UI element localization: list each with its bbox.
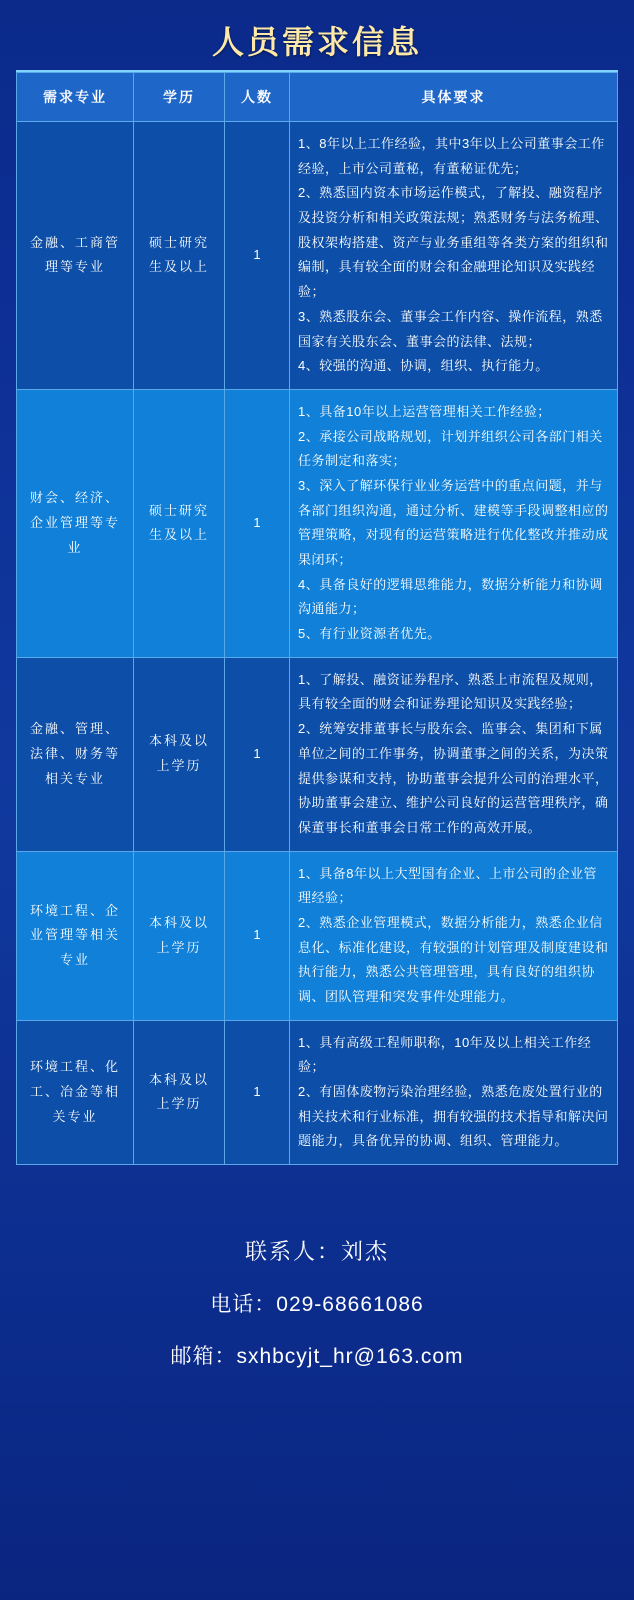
column-header-count: 人数 [225,73,290,122]
cell-major: 金融、管理、法律、财务等相关专业 [17,657,134,851]
cell-requirements: 1、了解投、融资证券程序、熟悉上市流程及规则，具有较全面的财会和证券理论知识及实践经验； 2、统筹安排董事长与股东会、监事会、集团和下属单位之间的工作事务，协调董事之间的关系，为决策提供参谋和支持，协助董事会提升公司的治理水平，协助董事会建立、维护公司良好的运营管理秩序，确保董事长和董事会日常工作的高效开展。 [290,657,618,851]
contact-person: 联系人：刘杰 [244,1239,389,1265]
cell-education: 本科及以上学历 [134,1020,225,1164]
cell-major: 金融、工商管理等专业 [17,122,134,390]
table-header [17,73,618,122]
cell-education: 本科及以上学历 [134,657,225,851]
column-header-requirements: 具体要求 [290,73,618,122]
page-title: 人员需求信息 [211,23,422,61]
cell-count: 1 [225,1020,290,1164]
cell-requirements: 1、8年以上工作经验，其中3年以上公司董事会工作经验，上市公司董秘，有董秘证优先； 2、熟悉国内资本市场运作模式，了解投、融资程序及投资分析和相关政策法规；熟悉财务与法务梳理、股权架构搭建、资产与业务重组等各类方案的组织和编制，具有较全面的财会和金融理论知识及实践经验； 3、熟悉股东会、董事会工作内容、操作流程，熟悉国家有关股东会、董事会的法律、法规； 4、较强的沟通、协调，组织、执行能力。 [290,122,618,390]
requirements-table [16,72,618,1165]
cell-count: 1 [225,851,290,1020]
cell-requirements: 1、具备8年以上大型国有企业、上市公司的企业管理经验； 2、熟悉企业管理模式，数据分析能力，熟悉企业信息化、标准化建设，有较强的计划管理及制度建设和执行能力，熟悉公共管理管理，具有良好的组织协调、团队管理和突发事件处理能力。 [290,851,618,1020]
contact-email: 邮箱：sxhbcyjt_hr@163.com [170,1345,464,1369]
poster-title-bar [16,10,618,72]
cell-education: 硕士研究生及以上 [134,389,225,657]
table-row [17,122,618,390]
footer [16,1235,618,1370]
cell-requirements: 1、具有高级工程师职称，10年及以上相关工作经验； 2、有固体废物污染治理经验，熟悉危废处置行业的相关技术和行业标准，拥有较强的技术指导和解决问题能力，具备优异的协调、组织、管理能力。 [290,1020,618,1164]
table-row [17,1020,618,1164]
cell-education: 硕士研究生及以上 [134,122,225,390]
column-header-education: 学历 [134,73,225,122]
cell-education: 本科及以上学历 [134,851,225,1020]
table-body [17,122,618,1165]
column-header-major: 需求专业 [17,73,134,122]
cell-major: 环境工程、企业管理等相关专业 [17,851,134,1020]
cell-count: 1 [225,657,290,851]
cell-count: 1 [225,389,290,657]
table-row [17,657,618,851]
contact-phone: 电话：029-68661086 [210,1293,424,1317]
cell-major: 财会、经济、企业管理等专业 [17,389,134,657]
cell-major: 环境工程、化工、冶金等相关专业 [17,1020,134,1164]
cell-requirements: 1、具备10年以上运营管理相关工作经验； 2、承接公司战略规划，计划并组织公司各部门相关任务制定和落实； 3、深入了解环保行业业务运营中的重点问题，并与各部门组织沟通，通过分析、建模等手段调整相应的管理策略，对现有的运营策略进行优化整改并推动成果闭环； 4、具备良好的逻辑思维能力，数据分析能力和协调沟通能力； 5、有行业资源者优先。 [290,389,618,657]
table-row [17,389,618,657]
table-row [17,851,618,1020]
table-header-row [17,73,618,122]
cell-count: 1 [225,122,290,390]
